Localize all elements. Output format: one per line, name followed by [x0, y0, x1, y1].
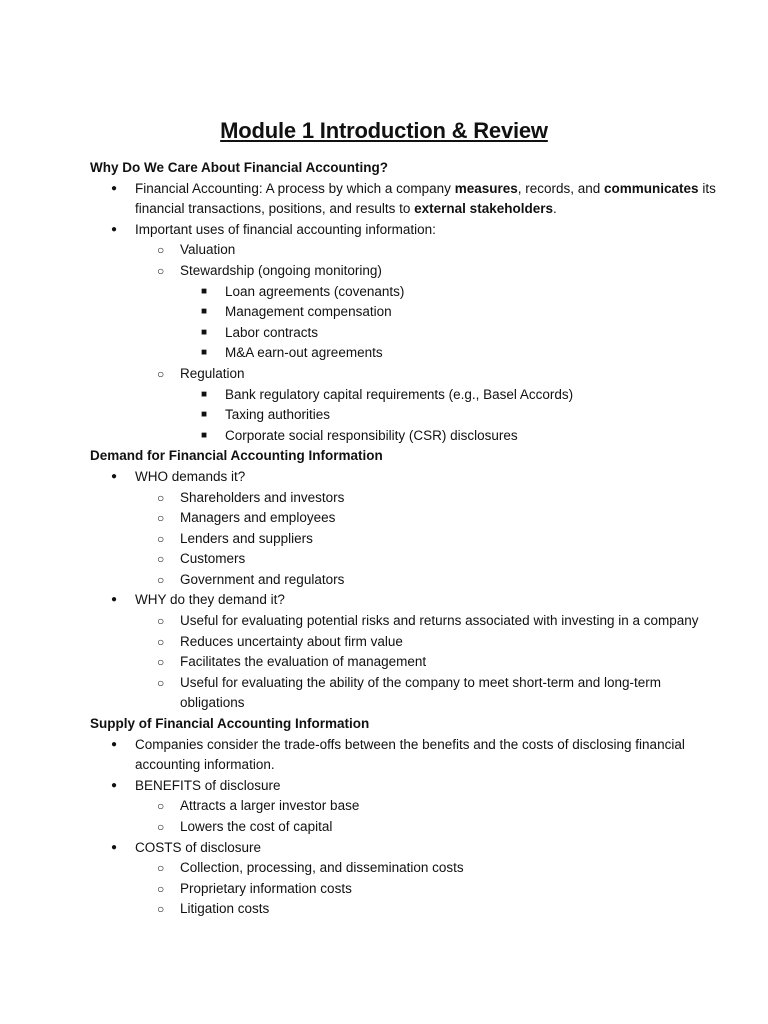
- list-item: [90, 776, 728, 797]
- list-item: [90, 611, 728, 632]
- list-item: [90, 590, 728, 611]
- bullet-filled-circle-icon: ●: [111, 182, 118, 194]
- list-item: [90, 488, 728, 509]
- bullet-square-icon: ■: [201, 409, 208, 421]
- list-item-text: Companies consider the trade-offs between the benefits and the costs of disclosing financial accounting information.: [135, 736, 685, 773]
- bullet-square-icon: ■: [201, 326, 208, 338]
- list-item: [90, 735, 728, 776]
- bullet-hollow-circle-icon: ○: [157, 531, 165, 546]
- list-item: [90, 364, 728, 385]
- bullet-filled-circle-icon: ●: [111, 738, 118, 750]
- list-item-text: WHO demands it?: [135, 468, 246, 484]
- bullet-hollow-circle-icon: ○: [157, 614, 165, 629]
- list-item: [90, 343, 728, 364]
- list-item-text: Bank regulatory capital requirements (e.g., Basel Accords): [225, 386, 574, 402]
- list-item-text: Corporate social responsibility (CSR) disclosures: [225, 427, 518, 443]
- list-item: [90, 467, 728, 488]
- list-item-text: Proprietary information costs: [180, 880, 352, 896]
- section-heading: Demand for Financial Accounting Information: [90, 448, 383, 464]
- document-body: [90, 158, 728, 920]
- list-item: [90, 282, 728, 303]
- list-item: [90, 570, 728, 591]
- bullet-square-icon: ■: [201, 347, 208, 359]
- bullet-hollow-circle-icon: ○: [157, 881, 165, 896]
- list-item: [90, 817, 728, 838]
- bullet-hollow-circle-icon: ○: [157, 902, 165, 917]
- list-item-text: COSTS of disclosure: [135, 839, 262, 855]
- section-heading: Supply of Financial Accounting Information: [90, 716, 370, 732]
- list-item: [90, 240, 728, 261]
- list-item-text: Valuation: [180, 242, 236, 258]
- list-item: [90, 508, 728, 529]
- list-item: [90, 838, 728, 859]
- list-item: [90, 879, 728, 900]
- list-item-text: Regulation: [180, 365, 245, 381]
- list-item: [90, 261, 728, 282]
- list-item-text: Government and regulators: [180, 571, 345, 587]
- bullet-hollow-circle-icon: ○: [157, 552, 165, 567]
- bullet-hollow-circle-icon: ○: [157, 263, 165, 278]
- list-item-text: M&A earn-out agreements: [225, 345, 383, 361]
- section-heading: Why Do We Care About Financial Accounting?: [90, 160, 389, 175]
- list-item-text: Important uses of financial accounting information:: [135, 221, 436, 237]
- bullet-filled-circle-icon: ●: [111, 223, 118, 235]
- page-title: Module 1 Introduction & Review: [220, 118, 548, 143]
- bullet-square-icon: ■: [201, 388, 208, 400]
- list-item-text: Customers: [180, 551, 246, 567]
- list-item-text: Lowers the cost of capital: [180, 819, 333, 834]
- bullet-square-icon: ■: [201, 429, 208, 441]
- list-item: [90, 858, 728, 879]
- list-item-text: Stewardship (ongoing monitoring): [180, 262, 382, 278]
- bullet-hollow-circle-icon: ○: [157, 634, 165, 649]
- bullet-hollow-circle-icon: ○: [157, 820, 165, 834]
- bullet-square-icon: ■: [201, 285, 208, 297]
- list-item-text: Labor contracts: [225, 324, 319, 340]
- bullet-hollow-circle-icon: ○: [157, 366, 165, 381]
- list-item: [90, 179, 728, 220]
- list-item: [90, 796, 728, 817]
- list-item: [90, 652, 728, 673]
- bullet-filled-circle-icon: ●: [111, 470, 118, 482]
- bullet-filled-circle-icon: ●: [111, 841, 118, 853]
- bullet-hollow-circle-icon: ○: [157, 490, 165, 505]
- list-item: [90, 899, 728, 920]
- list-item: [90, 323, 728, 344]
- list-item: [90, 426, 728, 447]
- bullet-hollow-circle-icon: ○: [157, 572, 165, 587]
- list-item-text: Shareholders and investors: [180, 489, 345, 505]
- list-item-text: WHY do they demand it?: [135, 592, 285, 608]
- bullet-hollow-circle-icon: ○: [157, 511, 165, 526]
- bullet-filled-circle-icon: ●: [111, 594, 118, 606]
- list-item-text: Managers and employees: [180, 510, 336, 526]
- bullet-hollow-circle-icon: ○: [157, 799, 165, 814]
- bullet-filled-circle-icon: ●: [111, 779, 118, 791]
- list-item-text: BENEFITS of disclosure: [135, 777, 281, 793]
- list-item-text: Useful for evaluating potential risks and returns associated with investing in a company: [180, 613, 699, 629]
- list-item-text: Litigation costs: [180, 901, 270, 917]
- list-item: [90, 549, 728, 570]
- list-item-text: Financial Accounting: A process by which a company measures, records, and communicates its financial transactions, positions, and results to external stakeholders.: [135, 180, 716, 217]
- bullet-square-icon: ■: [201, 306, 208, 318]
- list-item: [90, 632, 728, 653]
- bullet-hollow-circle-icon: ○: [157, 675, 165, 690]
- bullet-hollow-circle-icon: ○: [157, 861, 165, 876]
- list-item-text: Attracts a larger investor base: [180, 798, 360, 814]
- list-item-text: Management compensation: [225, 304, 392, 320]
- list-item-text: Loan agreements (covenants): [225, 283, 405, 299]
- list-item: [90, 529, 728, 550]
- list-item-text: Lenders and suppliers: [180, 530, 313, 546]
- list-item: [90, 673, 728, 714]
- bullet-hollow-circle-icon: ○: [157, 655, 165, 670]
- list-item-text: Facilitates the evaluation of management: [180, 654, 427, 670]
- list-item-text: Taxing authorities: [225, 407, 331, 423]
- list-item: [90, 302, 728, 323]
- list-item-text: Useful for evaluating the ability of the company to meet short-term and long-term obligations: [180, 674, 661, 711]
- list-item-text: Reduces uncertainty about firm value: [180, 633, 403, 649]
- list-item: [90, 405, 728, 426]
- list-item-text: Collection, processing, and dissemination costs: [180, 860, 464, 876]
- list-item: [90, 220, 728, 241]
- bullet-hollow-circle-icon: ○: [157, 243, 165, 258]
- list-item: [90, 385, 728, 406]
